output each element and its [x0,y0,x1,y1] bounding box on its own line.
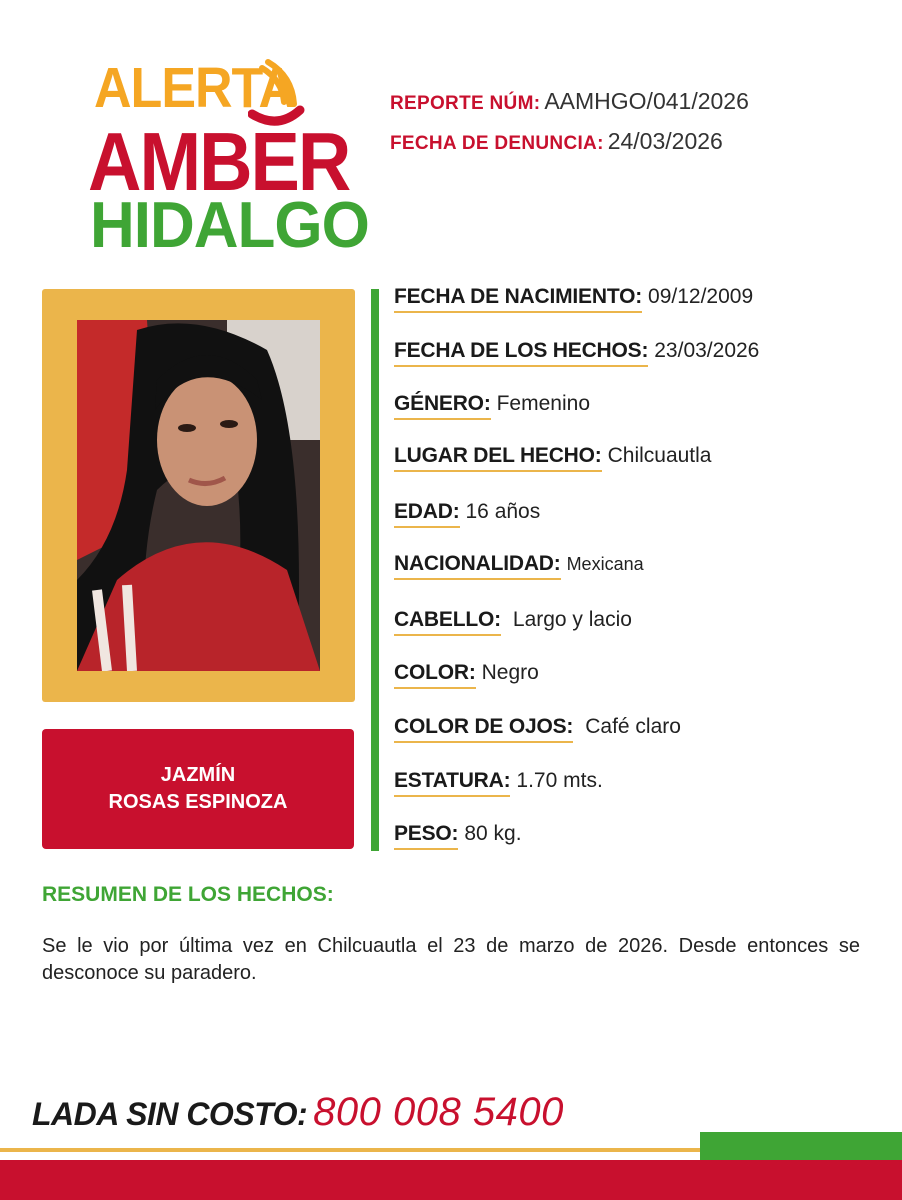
field-value: 16 años [465,500,541,523]
summary-text: Se le vio por última vez en Chilcuautla el 23 de marzo de 2026. Desde entonces se desconoce su paradero. [42,935,860,984]
field-value: Largo y lacio [512,608,632,631]
field-value: Café claro [585,715,681,738]
field-hair [394,608,632,632]
field-value: 80 kg. [464,822,522,845]
report-date [390,128,723,155]
green-divider [371,289,379,851]
field-value: Chilcuautla [607,444,712,467]
report-date-label: FECHA DE DENUNCIA: [390,133,604,154]
field-label: PESO: [394,822,458,850]
person-first-name: JAZMÍN [160,764,236,786]
person-name-box [42,729,354,849]
field-label: NACIONALIDAD: [394,552,561,580]
field-hair-color [394,661,539,685]
footer-stripe-gold [0,1148,700,1152]
report-number-value: AAMHGO/041/2026 [544,88,749,114]
field-value: Negro [481,661,539,684]
report-number-label: REPORTE NÚM: [390,93,541,114]
field-value: 1.70 mts. [516,769,603,792]
hotline-label: LADA SIN COSTO: [32,1096,308,1132]
field-birth-date [394,285,753,309]
field-age [394,500,540,524]
field-event-date [394,339,759,363]
field-value: 09/12/2009 [648,285,754,308]
missing-person-photo [77,320,320,671]
alerta-amber-hidalgo-logo [88,56,369,262]
hotline [32,1090,564,1135]
siren-waves-icon [248,58,308,138]
logo-line-amber: AMBER [88,115,350,209]
field-value: Mexicana [566,554,644,574]
field-label: COLOR: [394,661,476,689]
footer-stripe-green [700,1132,902,1160]
field-height [394,769,603,793]
field-label: FECHA DE NACIMIENTO: [394,285,642,313]
field-label: EDAD: [394,500,460,528]
field-weight [394,822,522,846]
field-label: ESTATURA: [394,769,510,797]
field-gender [394,392,590,416]
field-label: CABELLO: [394,608,501,636]
summary-title: RESUMEN DE LOS HECHOS: [42,883,334,906]
logo-line-alerta: ALERTA [94,57,296,120]
logo-line-hidalgo: HIDALGO [90,189,369,262]
field-value: Femenino [496,392,590,415]
field-label: GÉNERO: [394,392,491,420]
field-label: FECHA DE LOS HECHOS: [394,339,648,367]
field-value: 23/03/2026 [654,339,760,362]
person-last-names: ROSAS ESPINOZA [108,791,288,813]
field-nationality [394,552,644,576]
report-date-value: 24/03/2026 [607,128,723,154]
field-label: COLOR DE OJOS: [394,715,573,743]
report-number [390,88,749,115]
field-eye-color [394,715,681,739]
field-label: LUGAR DEL HECHO: [394,444,602,472]
photo-frame [42,289,355,702]
field-place [394,444,712,468]
footer-stripe-red [0,1160,902,1200]
hotline-number[interactable]: 800 008 5400 [313,1090,564,1134]
